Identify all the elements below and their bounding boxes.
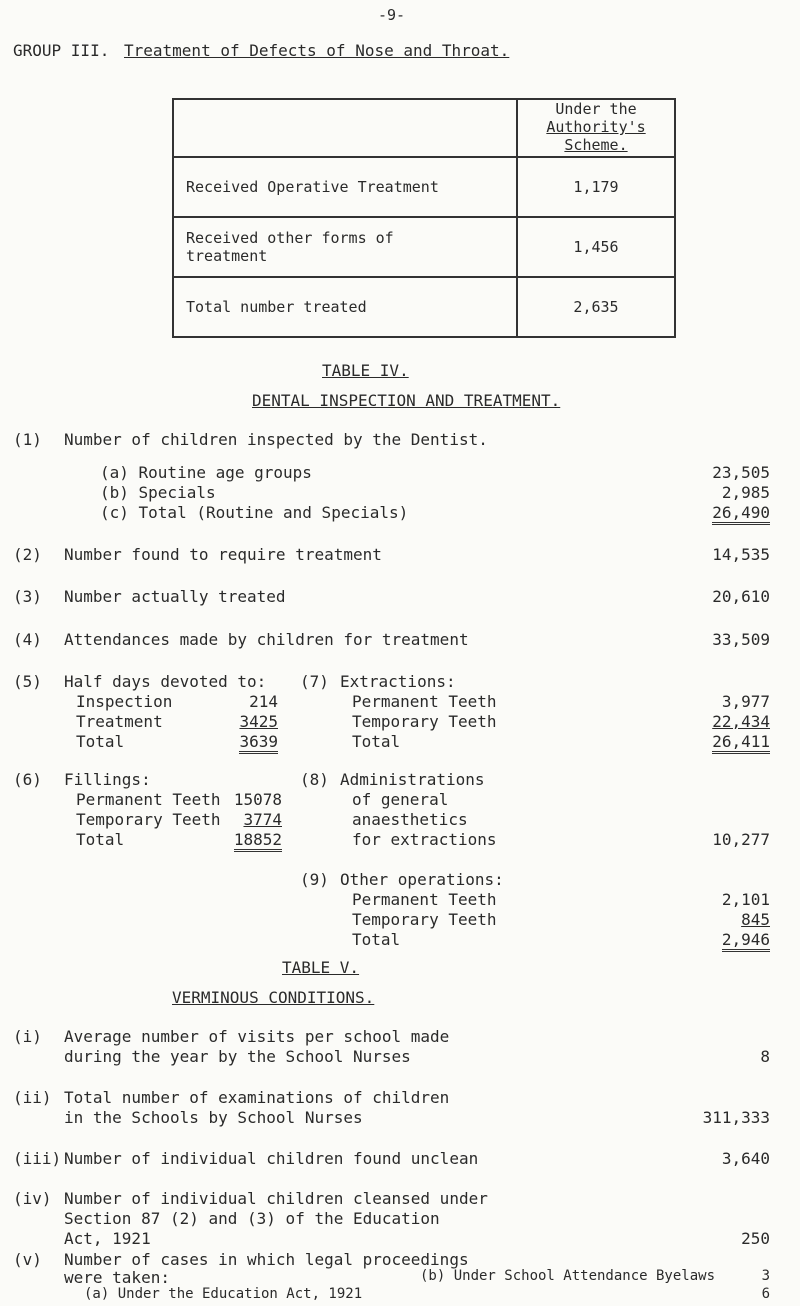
row-label-line1: Received other forms of <box>186 229 394 247</box>
item-ii-line1: Total number of examinations of children <box>64 1088 450 1107</box>
table5-subtitle: VERMINOUS CONDITIONS. <box>172 988 375 1007</box>
item2-value: 14,535 <box>712 545 770 564</box>
item9-temp-label: Temporary Teeth <box>352 910 497 929</box>
item6-temp-label: Temporary Teeth <box>76 810 221 829</box>
group-heading: GROUP III. <box>13 41 110 60</box>
item7-temp-number: 22,434 <box>712 712 770 731</box>
table4-subtitle: DENTAL INSPECTION AND TREATMENT. <box>252 391 561 410</box>
item9-temp-value <box>660 910 770 929</box>
item-ii-line2: in the Schools by School Nurses <box>64 1108 363 1127</box>
item1-text: Number of children inspected by the Dentist. <box>64 430 488 449</box>
item3-value: 20,610 <box>712 587 770 606</box>
item7-num: (7) <box>300 672 329 691</box>
group-title: Treatment of Defects of Nose and Throat. <box>124 41 510 60</box>
item5-title: Half days devoted to: <box>64 672 267 691</box>
item6-num: (6) <box>13 770 42 789</box>
item-iv-line1: Number of individual children cleansed under <box>64 1189 488 1208</box>
item5-total-number: 3639 <box>239 732 278 754</box>
item3-text: Number actually treated <box>64 587 286 606</box>
item6-temp-value <box>218 810 282 829</box>
item-v-a-label: (a) Under the Education Act, 1921 <box>84 1286 363 1302</box>
item7-title: Extractions: <box>340 672 456 691</box>
page-number: -9- <box>378 6 406 24</box>
item5-treatment-number: 3425 <box>239 712 278 731</box>
row-value: 1,179 <box>517 157 675 217</box>
item7-temp-label: Temporary Teeth <box>352 712 497 731</box>
item7-total-value <box>660 732 770 751</box>
item7-total-number: 26,411 <box>712 732 770 754</box>
table-header-blank <box>173 99 517 157</box>
item7-perm-value: 3,977 <box>721 692 770 711</box>
item1c-total: 26,490 <box>712 503 770 525</box>
item9-perm-label: Permanent Teeth <box>352 890 497 909</box>
item5-inspection-value: 214 <box>249 692 278 711</box>
item5-treatment-value <box>222 712 278 731</box>
item4-num: (4) <box>13 630 42 649</box>
row-label: Received Operative Treatment <box>173 157 517 217</box>
item2-num: (2) <box>13 545 42 564</box>
table-row <box>173 277 675 337</box>
column-header-line1: Under the <box>555 100 637 118</box>
item9-total-number: 2,946 <box>722 930 770 952</box>
item-v-line2: were taken: <box>64 1268 170 1287</box>
item-ii-value: 311,333 <box>702 1108 770 1127</box>
item-i-value: 8 <box>760 1047 770 1066</box>
item6-total-value <box>218 830 282 849</box>
item6-temp-number: 3774 <box>243 810 282 829</box>
item6-perm-value: 15078 <box>233 790 282 809</box>
row-label <box>173 217 517 277</box>
item6-total-number: 18852 <box>234 830 282 852</box>
item1c-label: (c) Total (Routine and Specials) <box>100 503 409 522</box>
item-iv-line3: Act, 1921 <box>64 1229 151 1248</box>
item7-temp-value <box>660 712 770 731</box>
item-ii-num: (ii) <box>13 1088 52 1107</box>
item1a-value: 23,505 <box>712 463 770 482</box>
item5-treatment-label: Treatment <box>76 712 163 731</box>
item3-num: (3) <box>13 587 42 606</box>
item9-total-value <box>660 930 770 949</box>
item8-line4: for extractions <box>352 830 497 849</box>
item-i-line2: during the year by the School Nurses <box>64 1047 411 1066</box>
item-iii-line1: Number of individual children found unclean <box>64 1149 479 1168</box>
row-label-line2: treatment <box>186 247 268 265</box>
item-v-a-value: 6 <box>761 1286 770 1302</box>
item-iv-num: (iv) <box>13 1189 52 1208</box>
column-header-line2: Authority's Scheme. <box>546 118 646 154</box>
item9-num: (9) <box>300 870 329 889</box>
row-value: 1,456 <box>517 217 675 277</box>
item8-line3: anaesthetics <box>352 810 468 829</box>
item-v-line1: Number of cases in which legal proceedings <box>64 1250 469 1269</box>
item-v-b-value: 3 <box>761 1268 770 1284</box>
item8-num: (8) <box>300 770 329 789</box>
item9-temp-number: 845 <box>741 910 770 929</box>
item4-text: Attendances made by children for treatment <box>64 630 469 649</box>
item9-perm-value: 2,101 <box>721 890 770 909</box>
item-v-num: (v) <box>13 1250 42 1269</box>
table-row <box>173 217 675 277</box>
item6-perm-label: Permanent Teeth <box>76 790 221 809</box>
item5-total-value <box>222 732 278 751</box>
item-iii-value: 3,640 <box>721 1149 770 1168</box>
item1b-label: (b) Specials <box>100 483 216 502</box>
item9-title: Other operations: <box>340 870 504 889</box>
item8-line1: Administrations <box>340 770 485 789</box>
item9-total-label: Total <box>352 930 401 949</box>
item2-text: Number found to require treatment <box>64 545 382 564</box>
item-i-num: (i) <box>13 1027 42 1046</box>
table-column-header <box>517 99 675 157</box>
item6-total-label: Total <box>76 830 125 849</box>
item-iii-num: (iii) <box>13 1149 62 1168</box>
item8-line2: of general <box>352 790 449 809</box>
row-label: Total number treated <box>173 277 517 337</box>
table-header-row <box>173 99 675 157</box>
table4-title: TABLE IV. <box>322 361 409 380</box>
item7-total-label: Total <box>352 732 401 751</box>
row-value: 2,635 <box>517 277 675 337</box>
item1c-value <box>660 503 770 522</box>
item1a-label: (a) Routine age groups <box>100 463 312 482</box>
item-iv-line2: Section 87 (2) and (3) of the Education <box>64 1209 440 1228</box>
item1-num: (1) <box>13 430 42 449</box>
item5-num: (5) <box>13 672 42 691</box>
item5-total-label: Total <box>76 732 125 751</box>
nose-throat-treatment-table <box>172 98 676 338</box>
item1b-value: 2,985 <box>721 483 770 502</box>
item-i-line1: Average number of visits per school made <box>64 1027 450 1046</box>
item7-perm-label: Permanent Teeth <box>352 692 497 711</box>
item4-value: 33,509 <box>712 630 770 649</box>
item5-inspection-label: Inspection <box>76 692 173 711</box>
table-row <box>173 157 675 217</box>
item-iv-value: 250 <box>741 1229 770 1248</box>
item8-value: 10,277 <box>712 830 770 849</box>
table5-title: TABLE V. <box>282 958 360 977</box>
item-v-b-label: (b) Under School Attendance Byelaws <box>420 1268 716 1284</box>
item6-title: Fillings: <box>64 770 151 789</box>
